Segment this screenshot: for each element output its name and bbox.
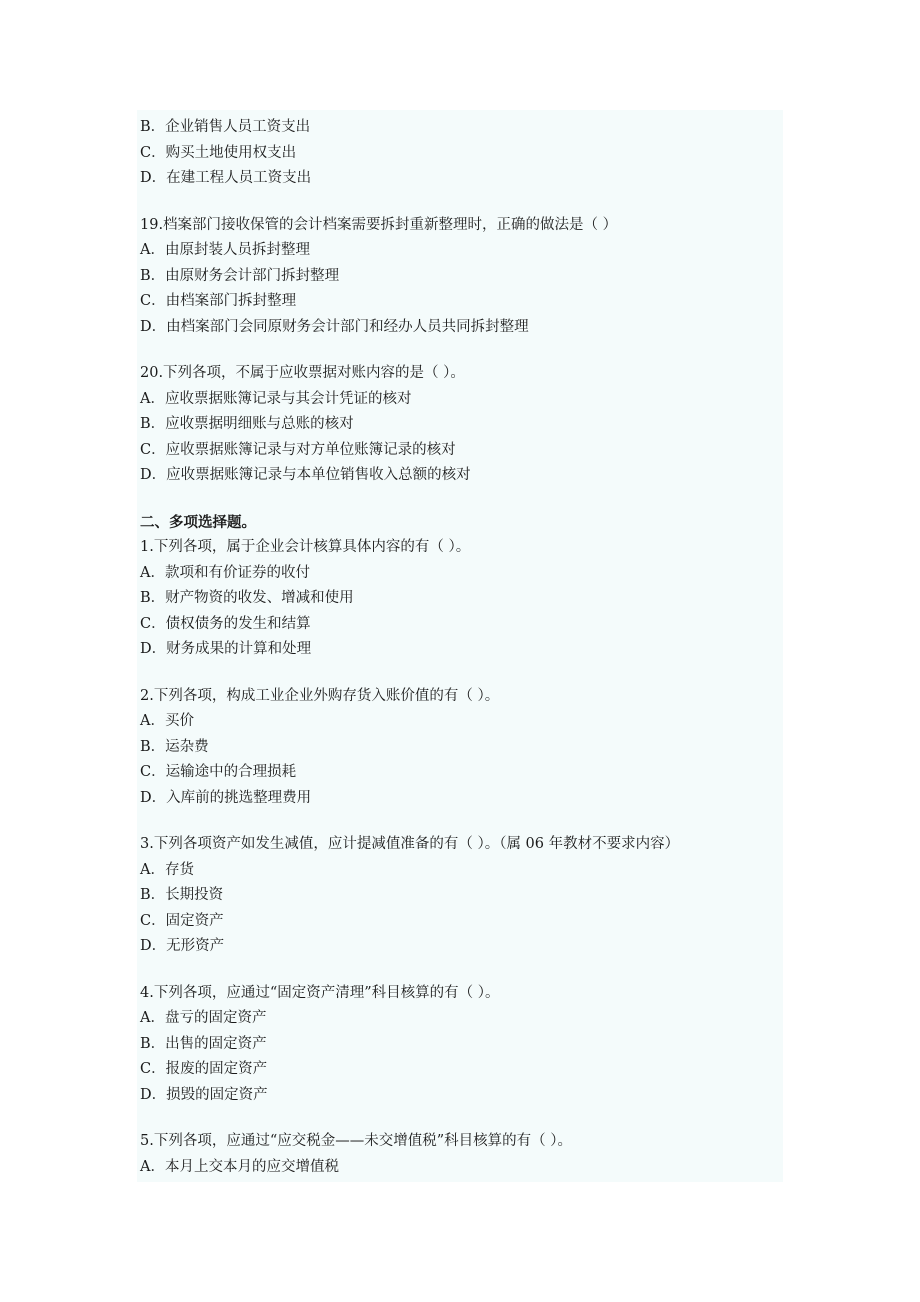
option-a: A．买价 [140, 713, 194, 729]
option-c: C．由档案部门拆封整理 [140, 293, 297, 309]
option-a: A．存货 [140, 861, 194, 878]
section-title: 二、多项选择题。 [140, 513, 256, 531]
option-b: B．长期投资 [140, 887, 224, 903]
option-d: D．无形资产 [140, 938, 225, 954]
option-d: D．财务成果的计算和处理 [140, 641, 312, 657]
option-c: C．报废的固定资产 [140, 1061, 268, 1077]
option-c: C．购买土地使用权支出 [140, 144, 297, 161]
option-d: D．应收票据账簿记录与本单位销售收入总额的核对 [140, 467, 471, 483]
question-text: 1.下列各项，属于企业会计核算具体内容的有（ ）。 [140, 539, 471, 555]
option-d: D．由档案部门会同原财务会计部门和经办人员共同拆封整理 [140, 318, 529, 335]
option-b: B．应收票据明细账与总账的核对 [140, 416, 354, 432]
question-m3 [140, 832, 780, 960]
option-c: C．应收票据账簿记录与对方单位账簿记录的核对 [140, 441, 456, 458]
option-a: A．款项和有价证券的收付 [140, 564, 310, 581]
option-d: D．在建工程人员工资支出 [140, 170, 312, 186]
question-text: 2.下列各项，构成工业企业外购存货入账价值的有（ ）。 [140, 687, 500, 704]
option-d: D．损毁的固定资产 [140, 1086, 268, 1103]
option-b: B．运杂费 [140, 738, 209, 755]
option-a: A．应收票据账簿记录与其会计凭证的核对 [140, 390, 412, 407]
question-m4 [140, 981, 780, 1109]
option-c: C．固定资产 [140, 912, 224, 929]
question-text: 19.档案部门接收保管的会计档案需要拆封重新整理时，正确的做法是（ ） [140, 216, 618, 233]
question-19 [140, 213, 780, 341]
question-text: 4.下列各项，应通过“固定资产清理”科目核算的有（ ）。 [140, 984, 500, 1001]
question-18-tail [140, 115, 780, 192]
question-text: 5.下列各项，应通过“应交税金——未交增值税”科目核算的有（ ）。 [140, 1133, 573, 1149]
question-text: 20.下列各项，不属于应收票据对账内容的是（ ）。 [140, 365, 465, 381]
option-c: C．债权债务的发生和结算 [140, 615, 311, 632]
option-b: B．出售的固定资产 [140, 1035, 267, 1052]
question-text: 3.下列各项资产如发生减值，应计提减值准备的有（ ）。（属 06 年教材不要求内容） [140, 836, 680, 852]
question-20 [140, 361, 780, 489]
option-b: B．由原财务会计部门拆封整理 [140, 267, 340, 284]
option-b: B．财产物资的收发、增减和使用 [140, 590, 354, 606]
option-c: C．运输途中的合理损耗 [140, 764, 297, 780]
option-b: B．企业销售人员工资支出 [140, 119, 311, 135]
option-a: A．由原封装人员拆封整理 [140, 242, 310, 258]
option-a: A．盘亏的固定资产 [140, 1010, 267, 1026]
question-m2 [140, 684, 780, 812]
option-d: D．入库前的挑选整理费用 [140, 789, 312, 806]
question-m5 [140, 1129, 780, 1180]
question-m1 [140, 535, 780, 663]
document-text [140, 115, 780, 1180]
option-a: A．本月上交本月的应交增值税 [140, 1158, 339, 1175]
